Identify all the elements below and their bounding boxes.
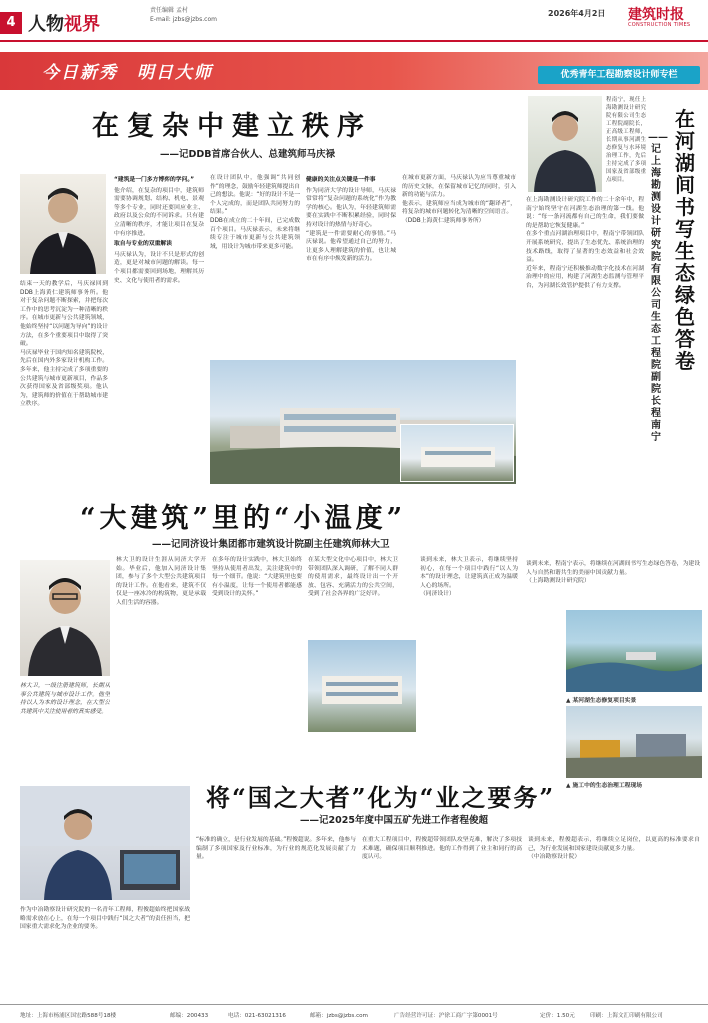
article1-col3-p1: 在设计团队中，他强调“共同创作”的理念，鼓励年轻建筑师提出自己的想法。他说：“好的设计不是一个人完成的，而是团队共同努力的结果。”: [210, 175, 300, 216]
article1-title: 在复杂中建立秩序: [92, 111, 372, 142]
article3-col3-text: 在重大工程项目中，程俊超带领团队攻坚克难，解决了多项技术难题，确保项目顺利推进。他的工作得到了业主和同行的高度认可。: [362, 837, 522, 861]
article4-bio-text: 程南宁，现任上海勘测设计研究院有限公司生态工程院副院长，正高级工程师，长期从事河湖生态修复与水环境治理工作，先后主持完成了多项国家及省部级重点项目。: [606, 97, 646, 183]
article3-col4: [528, 836, 700, 1000]
article4-col1-p3: 近年来，程南宁还积极推动数字化技术在河湖治理中的应用，构建了河湖生态监测与管理平台，为河湖长效管护提供了有力支撑。: [526, 265, 644, 289]
article1-col2-p1: 他介绍，在复杂的项目中，建筑师需要协调规划、结构、机电、景观等多个专业，同时还要回应业主、政府以及公众的不同诉求。只有建立清晰的秩序，才能让项目在复杂中有序推进。: [114, 187, 204, 237]
editor-info: [150, 6, 217, 24]
article1-col4-p2: “建筑是一件需要耐心的事情。”马庆禄说。他希望通过自己的努力，让更多人理解建筑的价值，也让城市在有序中焕发新的活力。: [306, 230, 396, 263]
article1-subtitle: ——记DDB首席合伙人、总建筑师马庆禄: [160, 149, 336, 160]
article3-col1-text: 作为中冶勘察设计研究院的一名青年工程师，程俊超始终把国家战略需求放在心上，在每一个项目中践行“国之大者”的责任担当，把国家重大需求化为企业的要务。: [20, 907, 190, 931]
article1-col4-p1: 作为同济大学的设计导师，马庆禄常常将“复杂问题的系统化”作为教学的核心。他认为，年轻建筑师需要在实践中不断积累经验，同时保持对设计的热情与好奇心。: [306, 187, 396, 228]
article3-col4-text: 谈到未来，程俊超表示，将继续立足岗位，以更高的标准要求自己，为行业发展和国家建设贡献更多力量。: [528, 837, 700, 852]
article2-col4: [420, 556, 518, 766]
masthead-english: CONSTRUCTION TIMES: [628, 22, 691, 28]
article2-col1-text: 林大卫的设计生涯从同济大学开始。毕业后，他加入同济设计集团，参与了多个大型公共建筑项目的设计工作。在他看来，建筑不仅仅是一座冰冷的构筑物，更是承载人们生活的容器。: [116, 557, 206, 606]
issue-date: 2026年4月2日: [548, 9, 606, 18]
article1-col1-p2: 马庆禄毕业于国内知名建筑院校，先后在国内外多家设计机构工作。多年来，他主持完成了多项重要的公共建筑与城市更新项目，作品多次获得国家及省部级奖项。他认为，建筑师的价值在于帮助城市建立秩序。: [20, 349, 108, 408]
page-footer: [0, 1004, 708, 1023]
editor-label: 责任编辑: [150, 7, 175, 14]
river-project-photo: [566, 610, 702, 692]
article3-col1: [20, 906, 190, 1000]
series-badge: 优秀青年工程勘察设计师专栏: [538, 66, 700, 84]
article1-col1: [20, 280, 108, 480]
building-photo-tongji: [308, 640, 416, 732]
article2-intro-text: 林大卫，一级注册建筑师，长期从事公共建筑与城市设计工作。他坚持以人为本的设计理念，在大型公共建筑中关注使用者的真实感受。: [20, 683, 110, 715]
article2-col1: [116, 556, 206, 766]
portrait-cheng-nanning: [528, 96, 602, 192]
section-title-part1: 人物: [28, 14, 64, 35]
footer-printer: 印刷：上海文汇印刷有限公司: [590, 1013, 663, 1019]
article1-col2-p2: 马庆禄认为，设计不只是形式的创造，更是对城市问题的解读。每一个项目都需要回到场地，理解其历史、文化与使用者的需求。: [114, 251, 204, 284]
editor-email: E-mail: jzbs@jzbs.com: [150, 16, 217, 23]
page-header: [0, 0, 708, 48]
article2-col2-text: 在多年的设计实践中，林大卫始终坚持从使用者出发，关注建筑中的每一个细节。他说：“大建筑里也要有小温度，让每一个使用者都能感受到设计的关怀。”: [212, 557, 302, 598]
article4-col1: [526, 196, 644, 556]
article2-subtitle: ——记同济设计集团都市建筑设计院副主任建筑师林大卫: [152, 539, 390, 550]
article3-col2-text: “标准的确立，是行业发展的基础。”程俊超说。多年来，他参与编制了多项国家及行业标准，为行业的规范化发展贡献了力量。: [196, 837, 356, 861]
footer-price: 定价：1.50元: [540, 1013, 575, 1019]
section-title-part2: 视界: [64, 14, 100, 35]
banner-title: 今日新秀 明日大师: [42, 63, 213, 83]
footer-ad-license: 广告经营许可证：沪徐工商广字第0001号: [394, 1013, 498, 1019]
article2-intro: [20, 682, 110, 762]
portrait-lin-dawei: [20, 560, 110, 676]
article2-col3: [308, 556, 398, 636]
article1-col1-p1: 结束一天的教学后，马庆禄回到DDB上海黄仁建筑师事务所。他对于复杂问题不断探索，并把每次工作中的思考沉淀为一种清晰的秩序。在城市更新与公共建筑领域，他始终坚持“以问题为导向”的设计方法，在多个重要项目中取得了突破。: [20, 281, 108, 348]
article3-subtitle: ——记2025年度中国五矿先进工作者程俊超: [300, 815, 488, 826]
article2-col2: [212, 556, 302, 766]
article4-title: 在河湖间书写生态绿色答卷: [675, 107, 695, 373]
building-inset-ddb: [400, 424, 514, 482]
caption-construction: ▲ 施工中的生态治理工程现场: [566, 783, 643, 789]
article3-title: 将“国之大者”化为“业之要务”: [206, 783, 556, 812]
footer-address: 地址：上海市杨浦区国宏路588号18楼: [20, 1013, 117, 1019]
article1-col5: [402, 174, 516, 354]
article1-col5-p2: 他表示，建筑师应当成为城市的“翻译者”，将复杂的城市问题转化为清晰的空间语言。: [402, 200, 516, 216]
article4-col2-p1: 谈到未来，程南宁表示，将继续在河湖间书写生态绿色答卷，为建设人与自然和谐共生的美丽中国贡献力量。: [526, 561, 700, 576]
article1-col2-head: “建筑是一门多方博弈的学问。”: [114, 177, 195, 183]
article3-col2: [196, 836, 356, 1000]
page-number: 4: [0, 12, 22, 34]
footer-email: 邮箱：jzbs@jzbs.com: [310, 1013, 369, 1019]
section-title: [28, 10, 100, 36]
footer-phone: 电话：021-63021316: [228, 1013, 286, 1019]
article4-subtitle: ——记上海勘测设计研究院有限公司生态工程院副院长程南宁: [648, 132, 668, 443]
article1-credit: （DDB上海黄仁建筑师事务所）: [402, 217, 485, 224]
footer-postcode: 邮编：200433: [170, 1013, 209, 1019]
article1-col2: [114, 174, 204, 480]
article4-credit: （上海勘测设计研究院）: [526, 578, 590, 585]
portrait-ma-qinglu: [20, 174, 106, 274]
article1-col3: [210, 174, 300, 354]
article3-credit: （中冶勘察设计院）: [528, 854, 581, 861]
article1-col4: [306, 174, 396, 354]
header-divider: [0, 40, 708, 42]
article2-title: “大建筑”里的“小温度”: [80, 503, 407, 534]
article1-col3-p2: DDB在成立的二十年间，已完成数百个项目。马庆禄表示，未来将继续专注于城市更新与公共建筑领域，用设计为城市带来更多可能。: [210, 217, 300, 250]
article1-col5-p1: 在城市更新方面，马庆禄认为应当尊重城市的历史文脉，在保留城市记忆的同时，引入新的功能与活力。: [402, 175, 516, 199]
article4-col1-p2: 在多个重点河湖治理项目中，程南宁带领团队开展系统研究，提出了生态优先、系统治理的技术路线，取得了显著的生态效益和社会效益。: [526, 231, 644, 264]
article1-col2-sub: 取自与专业的双重解读: [114, 241, 172, 248]
article3-col3: [362, 836, 522, 1000]
masthead-logo: 建筑时报: [628, 7, 684, 23]
portrait-cheng-junchao: [20, 786, 190, 900]
article2-col3-text: 在某大型文化中心项目中，林大卫带领团队深入调研，了解不同人群的使用需求，最终设计出一个开放、包容、充满活力的公共空间，受到了社会各界的广泛好评。: [308, 557, 398, 598]
article2-credit: （同济设计）: [420, 591, 455, 598]
article4-col1-p1: 在上海勘测设计研究院工作的二十余年中，程南宁始终坚守在河湖生态治理的第一线。他说：“每一条河流都有自己的生命，我们要做的是帮助它恢复健康。”: [526, 197, 644, 229]
caption-river-project: ▲ 某河湖生态修复项目实景: [566, 698, 637, 704]
article2-col4-text: 谈到未来，林大卫表示，将继续坚持初心，在每一个项目中践行“以人为本”的设计理念，让建筑真正成为温暖人心的场所。: [420, 557, 518, 589]
editor-name: 孟村: [175, 7, 188, 14]
article1-col4-sub: 健康的关注点关键是一件事: [306, 177, 376, 183]
construction-photo: [566, 706, 702, 778]
